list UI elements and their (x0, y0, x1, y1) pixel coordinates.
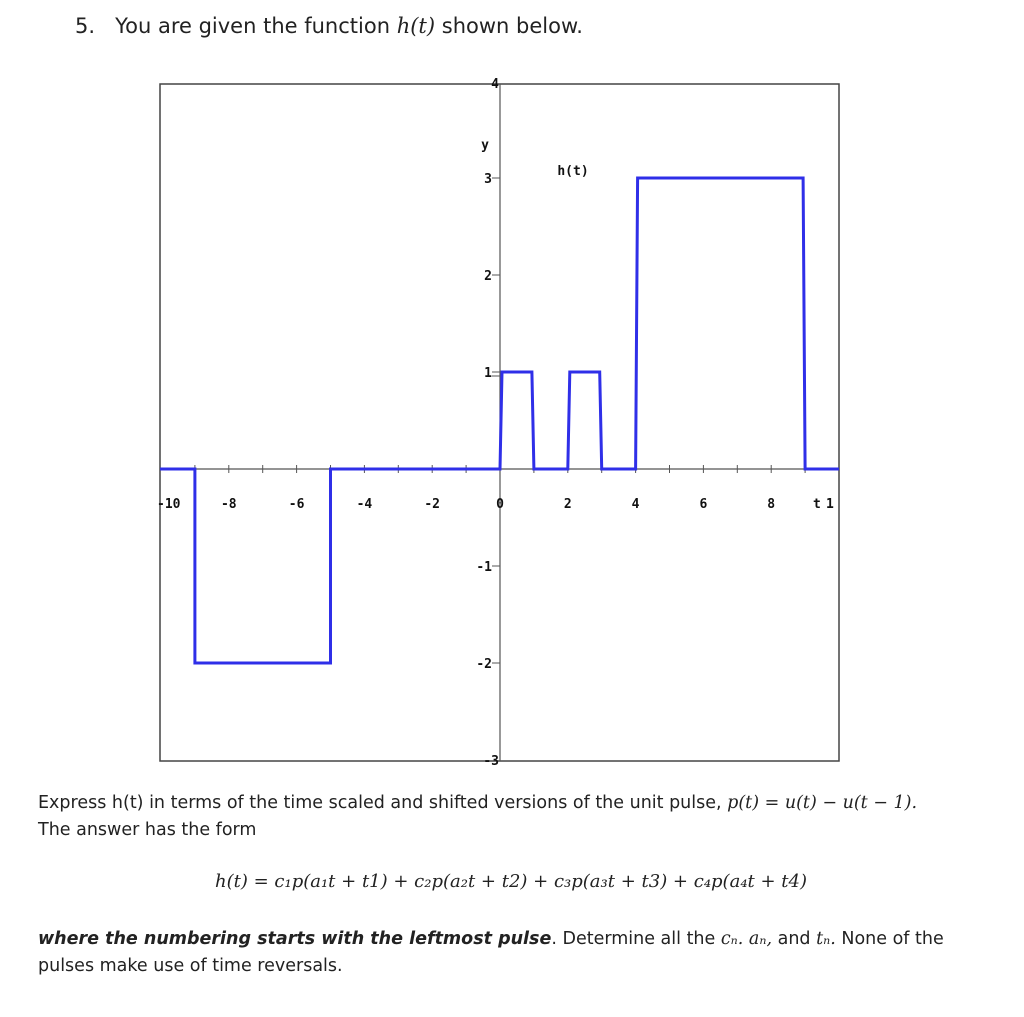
y-tick-label: -1 (476, 560, 492, 575)
question-text-after: shown below. (441, 14, 583, 38)
instructions-bold: where the numbering starts with the leftmost pulse (38, 929, 552, 949)
x-tick-label: 2 (563, 497, 572, 512)
question-number: 5. (75, 14, 96, 38)
x-edge-label-right: 1 (826, 497, 834, 512)
x-axis-label: t (813, 497, 821, 512)
y-edge-label-top: 4 (491, 77, 499, 92)
x-edge-label-left: -10 (157, 497, 181, 512)
question-function: h(t) (396, 14, 436, 38)
x-tick-label: 6 (699, 497, 708, 512)
y-edge-label-bottom: -3 (483, 754, 499, 769)
instructions-rest-b: None of the (841, 929, 944, 949)
x-tick-label: -8 (220, 497, 237, 512)
y-tick-label: 1 (484, 366, 492, 381)
question-text-before: You are given the function (115, 14, 391, 38)
y-tick-label: 3 (484, 172, 492, 187)
instructions-rest-a: . Determine all the (551, 929, 716, 949)
x-tick-label: 0 (496, 497, 504, 512)
instructions-cn: cₙ. (720, 929, 744, 949)
x-tick-label: 4 (631, 497, 640, 512)
x-tick-label: -2 (424, 497, 441, 512)
x-tick-label: -6 (288, 497, 305, 512)
pulse-definition: p(t) = u(t) − u(t − 1). (727, 793, 918, 813)
y-tick-label: -2 (476, 657, 492, 672)
y-tick-label: 2 (484, 269, 492, 284)
chart-title: h(t) (557, 164, 589, 179)
x-tick-label: -4 (356, 497, 373, 512)
instructions-and: and (777, 929, 811, 949)
express-line1: Express h(t) in terms of the time scaled and shifted versions of the unit pulse, (38, 793, 722, 813)
instructions-line2: pulses make use of time reversals. (38, 956, 343, 976)
y-axis-label: y (481, 138, 489, 153)
instructions-paragraph (38, 926, 944, 980)
express-line2: The answer has the form (38, 820, 257, 840)
x-tick-label: 8 (767, 497, 776, 512)
instructions-tn: tₙ. (816, 929, 836, 949)
instructions-an: aₙ, (748, 929, 773, 949)
express-paragraph (38, 790, 917, 844)
answer-form-formula: h(t) = c₁p(a₁t + t1) + c₂p(a₂t + t2) + c₃p(a₃t + t3) + c₄p(a₄t + t4) (215, 871, 807, 892)
